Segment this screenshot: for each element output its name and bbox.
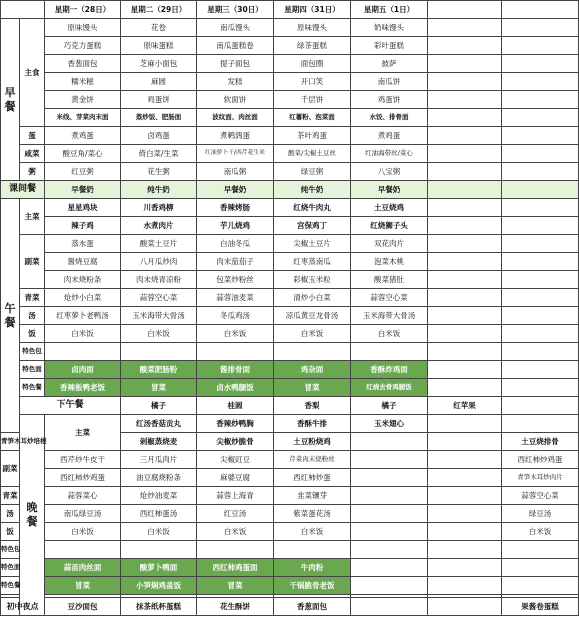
extra-col-cell (502, 397, 579, 415)
table-row (1, 271, 579, 289)
menu-cell: 红枣萝卜老鸭汤 (45, 307, 121, 325)
menu-cell: 蒸炒饭、肥肠面 (121, 109, 197, 127)
menu-cell: 紫菜蛋花汤 (274, 505, 351, 523)
menu-cell: 开口笑 (274, 73, 351, 91)
menu-cell: 披萨 (351, 55, 428, 73)
corner-cell (1, 1, 45, 19)
menu-cell: 肉末烧青凉粉 (121, 271, 197, 289)
extra-col-cell (428, 73, 502, 91)
menu-cell: 玉米翅心 (351, 415, 428, 433)
menu-cell: 尖椒土豆片 (274, 235, 351, 253)
menu-cell: 白米饭 (502, 523, 579, 541)
table-row (1, 325, 579, 343)
menu-cell: 花生粥 (121, 163, 197, 181)
extra-col-cell (502, 289, 579, 307)
menu-cell: 卤水鸭腿饭 (197, 379, 274, 397)
extra-col-cell (428, 235, 502, 253)
extra-col-cell (502, 1, 579, 19)
menu-cell: 冬瓜鸡汤 (197, 307, 274, 325)
menu-cell (351, 577, 428, 595)
menu-cell: 白米饭 (274, 523, 351, 541)
menu-cell: 白米饭 (45, 325, 121, 343)
extra-col-cell (428, 199, 502, 217)
menu-cell: 红薯粉、泡菜面 (274, 109, 351, 127)
menu-cell (351, 343, 428, 361)
extra-col-cell (428, 577, 502, 595)
menu-cell: 奶味馒头 (351, 19, 428, 37)
extra-col-cell (502, 55, 579, 73)
extra-col-cell (428, 505, 502, 523)
menu-cell: 芹菜肉末烧粉丝 (274, 451, 351, 469)
menu-cell: 辣子鸡 (45, 217, 121, 235)
menu-cell (197, 541, 274, 559)
table-row (1, 163, 579, 181)
extra-col-cell (502, 541, 579, 559)
table-row (1, 523, 579, 541)
menu-cell: 冒菜 (197, 577, 274, 595)
menu-cell: 香酥牛排 (274, 415, 351, 433)
sub-label-special-noodle: 特色面 (1, 559, 20, 577)
extra-col-cell (428, 127, 502, 145)
menu-cell: 西红柿炒蛋 (274, 469, 351, 487)
section-lunch: 午餐 (1, 199, 20, 433)
menu-cell: 麻婆豆腐 (197, 469, 274, 487)
extra-col-cell (428, 559, 502, 577)
menu-cell: 香梨 (274, 397, 351, 415)
table-row (1, 487, 579, 505)
menu-cell: 发糕 (197, 73, 274, 91)
menu-cell: 双花肉片 (351, 235, 428, 253)
menu-cell: 酸菜/尖椒土豆丝 (274, 145, 351, 163)
table-row (1, 379, 579, 397)
menu-cell: 土豆烧排骨 (502, 433, 579, 451)
menu-cell: 包菜炒粉丝 (197, 271, 274, 289)
menu-cell: 星星鸡块 (45, 199, 121, 217)
menu-cell: 红油海带丝/菜心 (351, 145, 428, 163)
extra-col-cell (502, 217, 579, 235)
menu-cell: 香辣烤肠 (197, 199, 274, 217)
menu-cell: 蒜蓉空心菜 (502, 487, 579, 505)
menu-cell: 肉末烧粉条 (45, 271, 121, 289)
menu-cell: 香辣炒鸭胸 (197, 415, 274, 433)
menu-cell: 白油冬瓜 (197, 235, 274, 253)
menu-cell: 倚白菜/生菜 (121, 145, 197, 163)
extra-col-cell (428, 469, 502, 487)
section-afternoon-snack: 下午餐 (20, 397, 121, 415)
sub-label-porridge: 粥 (20, 163, 45, 181)
menu-cell: 原味馒头 (274, 19, 351, 37)
menu-cell: 米线、芽菜肉末面 (45, 109, 121, 127)
menu-cell: 红烧狮子头 (351, 217, 428, 235)
menu-cell: 芋儿烧鸡 (197, 217, 274, 235)
menu-cell: 南瓜馒头 (197, 19, 274, 37)
header-wednesday: 星期三（30日） (197, 1, 274, 19)
extra-col-cell (428, 523, 502, 541)
sub-label-main: 主菜 (20, 199, 45, 235)
menu-cell: 西红柿炒鸡蛋 (45, 469, 121, 487)
extra-col-cell (428, 1, 502, 19)
section-breakfast: 早餐 (1, 19, 20, 181)
extra-col-cell (502, 307, 579, 325)
extra-col-cell (502, 163, 579, 181)
table-row (1, 253, 579, 271)
menu-cell (351, 433, 428, 451)
menu-cell: 红枣蒸南瓜 (274, 253, 351, 271)
extra-col-cell (428, 487, 502, 505)
menu-cell: 红烧牛肉丸 (274, 199, 351, 217)
sub-label-pickles: 咸菜 (20, 145, 45, 163)
header-row (1, 1, 579, 19)
menu-cell: 橘子 (121, 397, 197, 415)
menu-cell (351, 523, 428, 541)
menu-cell: 波纹面、肉丝面 (197, 109, 274, 127)
table-row (1, 235, 579, 253)
menu-cell: 干锅脆骨老饭 (274, 577, 351, 595)
menu-cell: 白米饭 (274, 325, 351, 343)
menu-cell: 蒜苗肉丝面 (45, 559, 121, 577)
menu-cell: 绿茶蛋糕 (274, 37, 351, 55)
sub-label-special-bun: 特色包 (1, 541, 20, 559)
menu-cell (45, 343, 121, 361)
extra-col-cell (502, 559, 579, 577)
table-row (1, 91, 579, 109)
table-row (1, 469, 579, 487)
menu-cell: 红苹果 (428, 397, 502, 415)
table-row (1, 361, 579, 379)
menu-cell: 茶叶鸡蛋 (274, 127, 351, 145)
menu-cell: 香葱面包 (274, 598, 351, 616)
extra-col-cell (502, 271, 579, 289)
extra-col-cell (428, 289, 502, 307)
section-dinner: 晚餐 (20, 415, 45, 616)
menu-cell (274, 541, 351, 559)
extra-col-cell (502, 109, 579, 127)
header-friday: 星期五（1日） (351, 1, 428, 19)
menu-cell: 煮鸡蛋 (45, 127, 121, 145)
menu-cell: 面包圈 (274, 55, 351, 73)
table-row (1, 397, 579, 415)
menu-cell: 韭菜镶芽 (274, 487, 351, 505)
menu-cell (351, 505, 428, 523)
menu-cell: 香酥炸鸡面 (351, 361, 428, 379)
table-row (1, 19, 579, 37)
menu-cell: 糯米糍 (45, 73, 121, 91)
menu-cell: 豆沙面包 (45, 598, 121, 616)
extra-col-cell (428, 307, 502, 325)
menu-cell: 八月瓜炒肉 (121, 253, 197, 271)
sub-label-rice: 饭 (1, 523, 20, 541)
menu-cell: 三月瓜肉片 (121, 451, 197, 469)
extra-col-cell (502, 379, 579, 397)
extra-col-cell (502, 415, 579, 433)
extra-col-cell (502, 253, 579, 271)
menu-cell: 八宝粥 (351, 163, 428, 181)
menu-cell (351, 541, 428, 559)
menu-cell: 香辣板鸭老饭 (45, 379, 121, 397)
sub-label-side: 副菜 (1, 451, 20, 487)
extra-col-cell (428, 55, 502, 73)
menu-cell: 白米饭 (197, 523, 274, 541)
menu-cell: 尖椒豇豆 (197, 451, 274, 469)
extra-col-cell (502, 577, 579, 595)
sub-label-egg: 蛋 (20, 127, 45, 145)
extra-col-cell (428, 343, 502, 361)
menu-cell: 红汤香菇贡丸 (121, 415, 197, 433)
extra-col-cell (502, 73, 579, 91)
menu-cell: 南瓜饼 (351, 73, 428, 91)
sub-label-veg: 青菜 (1, 487, 20, 505)
menu-cell: 酱排骨面 (197, 361, 274, 379)
menu-cell: 蒜蓉菜心 (45, 487, 121, 505)
extra-col-cell (502, 37, 579, 55)
extra-col-cell (428, 379, 502, 397)
menu-cell: 绿豆汤 (502, 505, 579, 523)
menu-cell: 花生酥饼 (197, 598, 274, 616)
section-late-night: 初中夜点 (1, 598, 45, 616)
header-tuesday: 星期二（29日） (121, 1, 197, 19)
extra-col-cell (502, 325, 579, 343)
extra-col-cell (428, 271, 502, 289)
menu-cell: 冒菜 (274, 379, 351, 397)
menu-cell: 红油萝卜干/西芹花生米 (197, 145, 274, 163)
extra-col-cell (428, 19, 502, 37)
menu-cell: 青笋木耳炒肉片 (502, 469, 579, 487)
table-row (1, 598, 579, 616)
menu-cell: 彩椒玉米粒 (274, 271, 351, 289)
menu-cell: 肉末茄茄子 (197, 253, 274, 271)
menu-cell: 红豆汤 (197, 505, 274, 523)
sub-label-rice: 饭 (20, 325, 45, 343)
menu-cell (45, 541, 121, 559)
menu-cell: 蒜蓉空心菜 (351, 289, 428, 307)
menu-cell: 油豆腐烧粉条 (121, 469, 197, 487)
table-row (1, 289, 579, 307)
menu-cell: 香葱面包 (45, 55, 121, 73)
menu-cell (351, 598, 428, 616)
menu-cell: 红烧去骨鸡腿饭 (351, 379, 428, 397)
menu-cell (351, 559, 428, 577)
sub-label-special-meal: 特色餐 (20, 379, 45, 397)
extra-col-cell (502, 19, 579, 37)
menu-cell: 纯牛奶 (274, 181, 351, 199)
extra-col-cell (428, 181, 502, 199)
menu-cell: 绿豆粥 (274, 163, 351, 181)
menu-cell: 抹茶纸杯蛋糕 (121, 598, 197, 616)
extra-col-cell (502, 91, 579, 109)
extra-col-cell (502, 199, 579, 217)
menu-cell: 清炒小白菜 (274, 289, 351, 307)
menu-cell: 卤鸡蛋 (121, 127, 197, 145)
menu-cell (351, 469, 428, 487)
section-morning-snack: 课间餐 (1, 181, 45, 199)
extra-col-cell (428, 253, 502, 271)
extra-col-cell (502, 145, 579, 163)
table-row (1, 415, 579, 433)
menu-cell: 尖椒炒脆骨 (197, 433, 274, 451)
menu-cell: 白米饭 (45, 523, 121, 541)
sub-label-special-meal: 特色餐 (1, 577, 20, 595)
menu-cell: 剁椒蒸烧麦 (121, 433, 197, 451)
menu-cell: 煮鸡蛋 (351, 127, 428, 145)
menu-cell: 酱烧豆腐 (45, 253, 121, 271)
menu-cell: 水煮肉片 (121, 217, 197, 235)
menu-cell: 土豆烧鸡 (351, 199, 428, 217)
menu-cell (351, 451, 428, 469)
menu-cell: 牛肉粉 (274, 559, 351, 577)
menu-cell: 煮鹌鹑蛋 (197, 127, 274, 145)
extra-col-cell (428, 541, 502, 559)
menu-cell: 芝麻小面包 (121, 55, 197, 73)
menu-cell: 蒜蓉空心菜 (121, 289, 197, 307)
menu-cell: 橘子 (351, 397, 428, 415)
menu-cell: 白米饭 (121, 325, 197, 343)
table-row (1, 127, 579, 145)
menu-cell: 巧克力蛋糕 (45, 37, 121, 55)
menu-cell: 桂圆 (197, 397, 274, 415)
menu-cell (197, 343, 274, 361)
menu-cell: 南瓜绿豆汤 (45, 505, 121, 523)
header-monday: 星期一（28日） (45, 1, 121, 19)
menu-cell: 酸豆角/菜心 (45, 145, 121, 163)
menu-cell: 蒸水蛋 (45, 235, 121, 253)
menu-cell: 南瓜粥 (197, 163, 274, 181)
menu-cell: 小笋焖鸡盖饭 (121, 577, 197, 595)
table-row (1, 217, 579, 235)
sub-label-special-noodle: 特色面 (20, 361, 45, 379)
menu-cell: 早餐奶 (197, 181, 274, 199)
menu-cell (351, 487, 428, 505)
menu-cell: 白米饭 (121, 523, 197, 541)
menu-cell: 白米饭 (197, 325, 274, 343)
menu-cell: 冒菜 (121, 379, 197, 397)
menu-cell: 西红柿蛋汤 (121, 505, 197, 523)
menu-cell: 凉瓜黄豆龙骨汤 (274, 307, 351, 325)
menu-cell: 西红柿炒鸡蛋 (502, 451, 579, 469)
menu-cell: 红豆粥 (45, 163, 121, 181)
menu-cell: 川香鸡柳 (121, 199, 197, 217)
table-row (1, 181, 579, 199)
extra-col-cell (428, 217, 502, 235)
menu-cell: 卤肉面 (45, 361, 121, 379)
menu-cell: 原味馒头 (45, 19, 121, 37)
menu-cell: 玉米海带大骨汤 (351, 307, 428, 325)
sub-label-veg: 青菜 (20, 289, 45, 307)
menu-cell: 南瓜蛋糕卷 (197, 37, 274, 55)
menu-cell: 土豆粉烧鸡 (274, 433, 351, 451)
extra-col-cell (428, 163, 502, 181)
table-row (1, 199, 579, 217)
extra-col-cell (502, 127, 579, 145)
extra-col-cell (428, 451, 502, 469)
extra-col-cell (428, 109, 502, 127)
menu-cell: 鸡杂面 (274, 361, 351, 379)
menu-cell: 水饺、排骨面 (351, 109, 428, 127)
menu-cell (428, 415, 502, 433)
sub-label-soup: 汤 (20, 307, 45, 325)
menu-cell: 早餐奶 (45, 181, 121, 199)
extra-col-cell (428, 433, 502, 451)
menu-cell: 酸菜肥肠粉 (121, 361, 197, 379)
sub-label-special-bun: 特色包 (20, 343, 45, 361)
menu-cell: 泡菜木桃 (351, 253, 428, 271)
extra-col-cell (502, 343, 579, 361)
menu-cell: 酸菜猪肚 (351, 271, 428, 289)
extra-col-cell (428, 91, 502, 109)
menu-cell (121, 541, 197, 559)
menu-cell: 原味蛋糕 (121, 37, 197, 55)
extra-col-cell (428, 361, 502, 379)
table-row (1, 37, 579, 55)
table-row (1, 541, 579, 559)
header-thursday: 星期四（31日） (274, 1, 351, 19)
menu-cell: 蒜蓉油麦菜 (197, 289, 274, 307)
table-row (1, 343, 579, 361)
menu-cell: 蒜蓉上海青 (197, 487, 274, 505)
menu-cell: 鸡蛋饼 (121, 91, 197, 109)
table-row (1, 559, 579, 577)
sub-label-main: 主菜 (45, 415, 121, 451)
menu-cell: 白米饭 (351, 325, 428, 343)
menu-cell: 纯牛奶 (121, 181, 197, 199)
table-row (1, 145, 579, 163)
menu-cell: 冒菜 (45, 577, 121, 595)
table-row (1, 505, 579, 523)
menu-cell: 果酱卷蛋糕 (502, 598, 579, 616)
table-row (1, 73, 579, 91)
sub-label-staple: 主食 (20, 19, 45, 127)
menu-cell: 西红柿鸡蛋面 (197, 559, 274, 577)
menu-cell: 酸菜土豆片 (121, 235, 197, 253)
table-row (1, 451, 579, 469)
menu-cell (121, 343, 197, 361)
menu-cell: 彩叶蛋糕 (351, 37, 428, 55)
menu-cell: 宫保鸡丁 (274, 217, 351, 235)
menu-cell: 早餐奶 (351, 181, 428, 199)
extra-col-cell (428, 37, 502, 55)
menu-cell: 黄金饼 (45, 91, 121, 109)
extra-col-cell (428, 325, 502, 343)
menu-cell: 麻圆 (121, 73, 197, 91)
menu-cell: 提子面包 (197, 55, 274, 73)
menu-cell: 鸡蛋饼 (351, 91, 428, 109)
menu-cell: 西芹炒牛皮干 (45, 451, 121, 469)
menu-cell: 花卷 (121, 19, 197, 37)
table-row (1, 307, 579, 325)
table-row (1, 109, 579, 127)
extra-col-cell (502, 235, 579, 253)
table-row (1, 55, 579, 73)
menu-cell: 青笋木耳炒培根 (1, 433, 20, 451)
extra-col-cell (502, 361, 579, 379)
menu-cell: 炝炒油麦菜 (121, 487, 197, 505)
sub-label-side: 副菜 (20, 235, 45, 289)
extra-col-cell (428, 598, 502, 616)
menu-cell (274, 343, 351, 361)
menu-cell: 玉米海带大骨汤 (121, 307, 197, 325)
menu-cell: 软面饼 (197, 91, 274, 109)
menu-cell: 炝炒小白菜 (45, 289, 121, 307)
menu-cell: 酸萝卜鸭面 (121, 559, 197, 577)
extra-col-cell (428, 145, 502, 163)
extra-col-cell (502, 181, 579, 199)
sub-label-soup: 汤 (1, 505, 20, 523)
table-row (1, 577, 579, 595)
menu-cell: 千层饼 (274, 91, 351, 109)
